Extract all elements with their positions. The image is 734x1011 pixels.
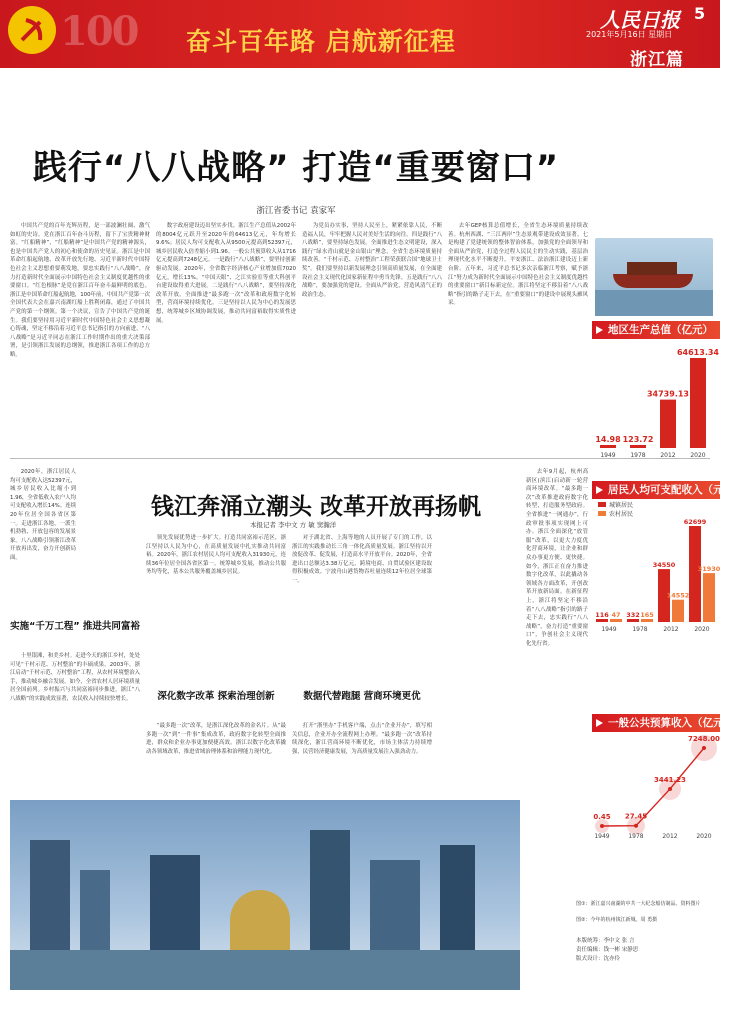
budget-year-label: 1978 — [628, 833, 644, 840]
income-chart-title: 居民人均可支配收入（元） — [592, 481, 720, 499]
hangzhou-skyline-photo — [10, 800, 520, 990]
budget-point — [668, 787, 672, 791]
article2-column-b: 领先发展优势进一步扩大。打造共同富裕示范区，浙江坚持以人民为中心，在高质量发展中扎实推动共同富裕。2020年，浙江农村居民人均可支配收入31930元，连续36年位居全国各省区第一。统筹城乡发展，推动公共服务均等化，基本公共服务覆盖城乡居民。 — [146, 535, 286, 576]
legend-label-urban: 城镇居民 — [609, 502, 634, 509]
legend-swatch-urban — [598, 502, 606, 507]
gdp-year-label: 2012 — [660, 452, 676, 459]
budget-year-label: 2012 — [662, 833, 678, 840]
gdp-bar — [630, 445, 646, 448]
income-value-label: 116 — [595, 611, 609, 619]
gdp-value-label: 123.72 — [622, 435, 654, 444]
budget-point — [702, 746, 706, 750]
byline-2: 本报记者 李中文 方 敏 窦瀚洋 — [250, 521, 337, 529]
paper-name: 人民日报 — [600, 8, 680, 32]
article1-column-4: 去年GEP核算总值增长，全省生态环境质量持续改善。杭州西湖、“三江两岸”生态景观带建设成效显著。七是构建了党建统领的整体智治体系，加强党的全面领导和全面从严治党，打造全过程人民民主的生动实践，基层治理现代化水平不断提升，平安浙江、法治浙江建设迈上新台阶。五年来，习近平总书记多次亲临浙江考察，赋予浙江“努力成为新时代全面展示中国特色社会主义制度优越性的重要窗口”新目标新定位。浙江将坚定不移沿着“八八战略”指引的路子走下去，在“重要窗口”的建设中展现头雁风采。 — [448, 223, 588, 307]
budget-year-label: 1949 — [594, 833, 610, 840]
budget-point — [634, 824, 638, 828]
budget-point — [600, 824, 604, 828]
income-chart — [592, 500, 720, 640]
credit-line-2: 责任编辑：钱一彬 宋静思 — [576, 947, 639, 953]
photo-caption-2: 图②：今年的杭州钱江新城。周 勇摄 — [576, 917, 658, 923]
income-value-label: 34550 — [652, 561, 676, 570]
gdp-year-label: 1949 — [600, 452, 616, 459]
red-boat-photo — [595, 238, 713, 316]
income-value-label: 47 — [611, 611, 621, 619]
article1-column-1: 中国共产党的百年光辉历程，是一部波澜壮阔、激气如虹的史诗。党在浙江百年奋斗历程，留下了宝贵精神财富。“红船精神”，“红船精神”是中国共产党的精神源头，也是中国共产党人的初心和使命的历史见证。浙江是中国革命红船起航地、改革开放先行地、习近平新时代中国特色社会主义思想重要萌发地，要忠实践行“八八战略”，奋力打造新时代全面展示中国特色社会主义制度优越性的重要窗口。“红色根脉”是党在浙江百年奋斗最鲜明的底色。浙江是中国革命红船起航地，100年前，中国共产党第一次全国代表大会在嘉兴南湖红船上胜利闭幕，通过了中国共产党的第一个纲领。第一个决议，宣告了中国共产党的诞生。我们要坚持用习近平新时代中国特色社会主义思想凝心铸魂，坚定不移沿着习近平总书记指引的方向前进。“八八战略”是习近平同志在浙江工作时期作出的重大决策部署，是引领浙江发展的总纲领，推进浙江各项工作的总方略。 — [10, 223, 150, 358]
budget-year-label: 2020 — [696, 833, 712, 840]
gdp-value-label: 64613.34 — [676, 348, 720, 357]
income-bar — [627, 619, 639, 622]
subhead-2-text: “最多跑一次”改革，是浙江深化改革的金名片。从“最多跑一次”到“一件事”集成改革，政府数字化转型全面推进，群众和企业办事更加便捷高效。浙江以数字化改革撬动各领域改革，推进省域治理体系和治理能力现代化。 — [146, 723, 286, 755]
article2-column-d: 去年9月起，杭州高新区(滨江)启动新一轮营商环境改革。“最多跑一次”改革推进政府数字化转型，打造服务型政府。全省推进“一网通办”，行政审批事项实现网上可办。浙江全面深化“放管服”改革，以更大力度优化营商环境，让企业和群众办事更方便、更快捷。如今，浙江正在奋力推进数字化改革，以此撬动各领域各方面改革，开创改革开放新局面。在新征程上，浙江将坚定不移沿着“八八战略”指引的路子走下去，忠实践行“八八战略”，奋力打造“重要窗口”，争创社会主义现代化先行省。 — [526, 469, 588, 647]
budget-value-label: 0.45 — [593, 812, 611, 821]
gdp-chart — [592, 340, 720, 468]
subhead-3-text: 打开“浙里办”手机客户端，点击“企业开办”，填写相关信息，企业开办全流程网上办理。“最多跑一次”改革持续深化，浙江营商环境不断优化，市场主体活力持续增强，民营经济健康发展，为高质量发展注入强劲动力。 — [292, 723, 432, 755]
section-name: 浙江篇 — [630, 50, 684, 70]
income-bar — [641, 619, 653, 622]
headline-1: 践行“八八战略” 打造“重要窗口” — [32, 148, 560, 188]
legend-label-rural: 农村居民 — [609, 511, 634, 518]
income-value-label: 332 — [626, 611, 640, 619]
income-value-label: 165 — [640, 611, 654, 619]
century-decoration: 100 — [60, 8, 138, 55]
gdp-bar — [660, 400, 676, 448]
gdp-bar — [690, 358, 706, 448]
masthead-slogan: 奋斗百年路 启航新征程 — [186, 27, 456, 56]
subhead-1: 实施“千万工程” 推进共同富裕 — [10, 621, 140, 632]
gdp-value-label: 34739.13 — [646, 389, 690, 399]
party-emblem-icon — [8, 6, 56, 54]
gdp-chart-title: 地区生产总值（亿元） — [592, 321, 720, 339]
article2-column-c: 对于湖北省、上海等地的人员开展了专门的工作，以浙江的实践推动长三角一体化高质量发展。浙江坚持以开放促改革、促发展，打造高水平开放平台。2020年，全省进出口总额达3.38万亿元，跨境电商、自贸试验区建设取得积极成效。宁波舟山港货物吞吐量连续12年位居全球第一。 — [292, 535, 432, 584]
article1-column-2: 数字政府建设迈出坚实步伐。浙江生产总值从2002年的8004亿元跃升至2020年的64613亿元，年均增长9.6%；居民人均可支配收入从9500元提高到52397元，城乡居民收入倍差缩小到1.96。一般公共预算收入从1716亿元提高到7248亿元。一是践行“八八战略”，要坚持创新驱动发展。2020年，全省数字经济核心产业增加值7020亿元，增长13%。“中国天眼”、之江实验室等重大科创平台建设取得重大进展。二是践行“八八战略”，要坚持深化改革开放。全面推进“最多跑一次”改革和政府数字化转型，营商环境持续优化。三是坚持以人民为中心的发展思想，统筹城乡区域协调发展，推动共同富裕取得实质性进展。 — [156, 223, 296, 324]
credit-line-3: 版式设计：沈亦伶 — [576, 956, 621, 962]
income-year-label: 1949 — [601, 626, 617, 633]
article1-column-3: 为党员办实事，坚持人民至上，紧紧依靠人民，不断造福人民，牢牢把握人民对美好生活的向往。四是践行“八八战略”，要坚持绿色发展。全面推进生态文明建设，深入践行“绿水青山就是金山银山”理念，全省生态环境质量持续改善。“千村示范、万村整治”工程荣获联合国“地球卫士奖”。我们要坚持以新发展理念引领高质量发展，在全面建设社会主义现代化国家新征程中勇当先锋。五是践行“八八战略”，要加强党的建设。全面从严治党，营造风清气正的政治生态。 — [302, 223, 442, 298]
budget-value-label: 7248.00 — [688, 735, 720, 743]
income-year-label: 2012 — [663, 626, 679, 633]
income-value-label: 14552 — [666, 591, 690, 600]
photo-caption-1: 图①：浙江嘉兴南湖的中共一大纪念船仿制品。资料图片 — [576, 901, 701, 907]
income-year-label: 2020 — [694, 626, 710, 633]
income-value-label: 62699 — [683, 518, 707, 526]
gdp-value-label: 14.98 — [595, 435, 621, 444]
income-bar — [703, 573, 715, 622]
gdp-year-label: 2020 — [690, 452, 706, 459]
subhead-2: 深化数字改革 探索治理创新 — [157, 691, 275, 702]
credit-line-1: 本版统筹：李中文 张 言 — [576, 938, 635, 944]
byline-1: 浙江省委书记 袁家军 — [256, 206, 336, 216]
headline-2: 钱江奔涌立潮头 改革开放再扬帆 — [150, 494, 481, 520]
income-value-label: 31930 — [697, 565, 721, 574]
header-band — [0, 0, 720, 68]
budget-value-label: 27.45 — [624, 812, 648, 821]
income-bar — [610, 619, 622, 622]
income-bar — [596, 619, 608, 622]
legend-swatch-rural — [598, 511, 606, 516]
gdp-year-label: 1978 — [630, 452, 646, 459]
income-year-label: 1978 — [632, 626, 648, 633]
income-bar — [689, 526, 701, 622]
issue-date: 2021年5月16日 星期日 — [586, 30, 673, 39]
page-credits — [576, 937, 638, 964]
article2-intro: 2020年，浙江居民人均可支配收入达52397元，城乡居民收入比缩小到1.96，全省低收入农户人均可支配收入增长14%。连续20年位居全国各省区第一。走进浙江各地，一派生机勃勃、开放包容的发展景象。八八战略引领浙江改革开放再出发，奋力开创新局面。 — [10, 469, 76, 561]
subhead-1-text: 十里银滩，和美乡村。走进今天的浙江乡村，处处可见“千村示范、万村整治”的丰硕成果。2003年，浙江启动“千村示范、万村整治”工程，从农村环境整治入手，推动城乡融合发展。如今，全省农村人居环境质量居全国前列。乡村振兴与共同富裕同步推进，浙江“八八战略”的实践成效显著，农民收入持续较快增长。 — [10, 653, 140, 702]
budget-chart — [592, 734, 720, 844]
budget-chart-title: 一般公共预算收入（亿元） — [592, 714, 720, 732]
budget-line — [602, 748, 704, 826]
page-number: 5 — [694, 4, 706, 23]
budget-value-label: 3441.23 — [654, 775, 686, 784]
subhead-3: 数据代替跑腿 营商环境更优 — [303, 691, 421, 702]
gdp-bar — [600, 445, 616, 448]
income-bar — [672, 600, 684, 622]
